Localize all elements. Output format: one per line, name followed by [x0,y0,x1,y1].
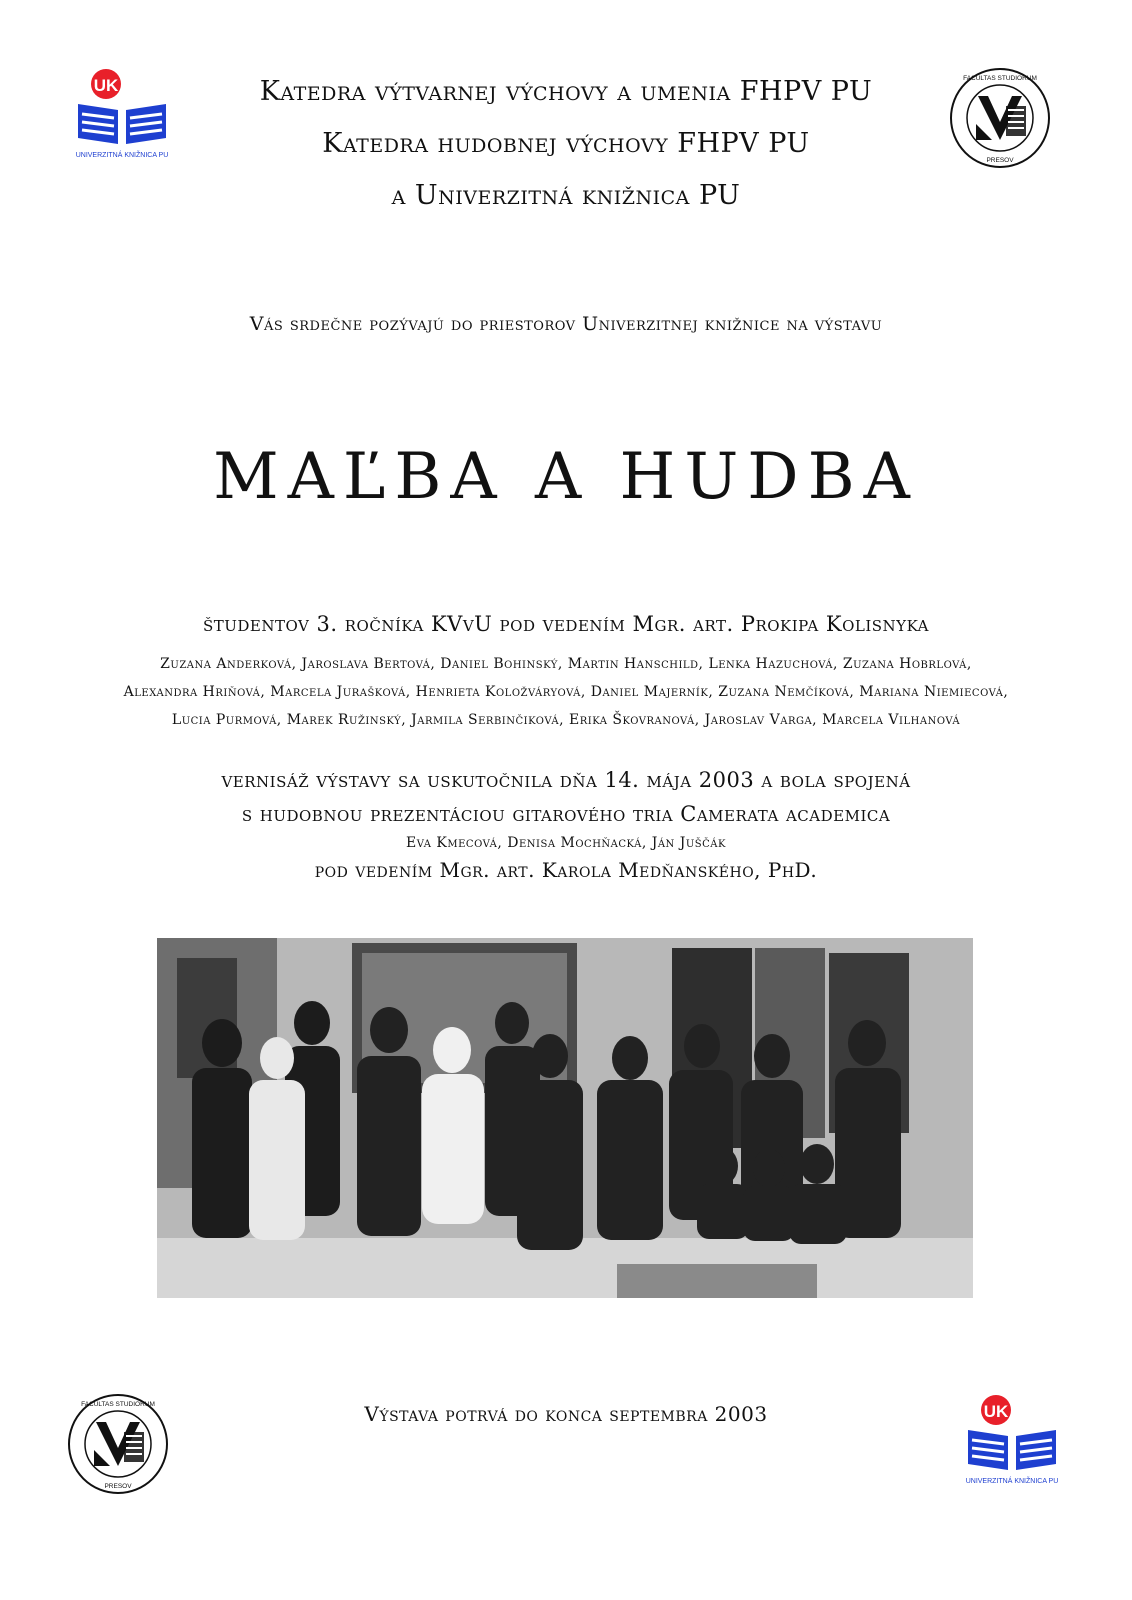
invitation-text: Vás srdečne pozývajú do priestorov Univerzitnej knižnice na výstavu [249,313,883,335]
svg-text:UNIVERZITNÁ KNIŽNICA PU: UNIVERZITNÁ KNIŽNICA PU [965,1478,1059,1485]
trio-members: Eva Kmecová, Denisa Mochňacká, Ján Juščák [405,835,726,851]
exhibition-duration: Výstava potrvá do konca septembra 2003 [364,1402,768,1426]
exhibition-title: MAĽBA A HUDBA [213,440,919,514]
svg-text:UNIVERZITNÁ KNIŽNICA PU: UNIVERZITNÁ KNIŽNICA PU [75,152,169,159]
students-line: študentov 3. ročníka KVvU pod vedením Mgr. art. Prokipa Kolisnyka [202,612,930,636]
faculty-seal-logo [948,66,1052,170]
vernisage-line-1: vernisáž výstavy sa uskutočnila dňa 14. mája 2003 a bola spojená [221,768,911,792]
svg-text:FACULTAS STUDIORUM: FACULTAS STUDIORUM [963,75,1037,82]
uk-library-logo [72,64,172,164]
trio-leader: pod vedením Mgr. art. Karola Medňanského, PhD. [314,858,818,882]
faculty-seal-logo [66,1392,170,1496]
header-line-3: a Univerzitná knižnica PU [391,180,741,211]
student-names-line-1: Zuzana Anderková, Jaroslava Bertová, Daniel Bohinský, Martin Hanschild, Lenka Hazuchová, Zuzana Hobrlová, [160,656,972,672]
header-line-1: Katedra výtvarnej výchovy a umenia FHPV PU [259,76,873,107]
svg-text:UK: UK [983,1402,1009,1421]
svg-text:PRESOV: PRESOV [986,157,1014,164]
svg-text:FACULTAS STUDIORUM: FACULTAS STUDIORUM [81,1401,155,1408]
student-names-line-3: Lucia Purmová, Marek Ružinský, Jarmila Serbinčiková, Erika Škovranová, Jaroslav Varga, Marcela Vilhanová [171,712,961,728]
svg-text:UK: UK [93,76,119,95]
group-photo [157,938,973,1298]
vernisage-line-2: s hudobnou prezentáciou gitarového tria Camerata academica [241,802,891,826]
student-names-line-2: Alexandra Hriňová, Marcela Jurašková, Henrieta Koložváryová, Daniel Majerník, Zuzana Nemčíková, Mariana Niemiecová, [123,684,1009,700]
header-line-2: Katedra hudobnej výchovy FHPV PU [322,128,810,159]
uk-library-logo [962,1390,1062,1490]
svg-text:PRESOV: PRESOV [104,1483,132,1490]
